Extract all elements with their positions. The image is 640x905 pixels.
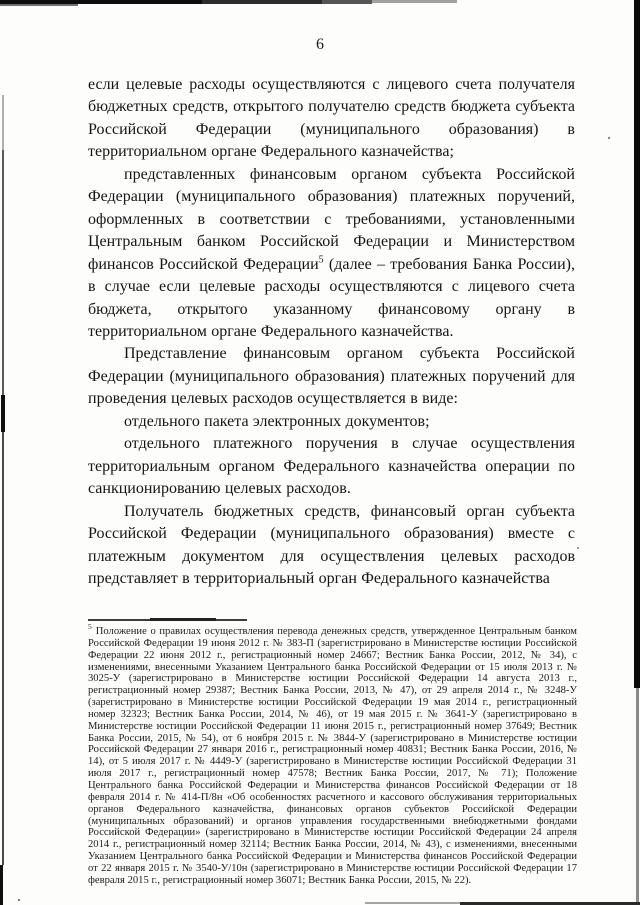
footnote-reference-mark: 5 — [318, 254, 324, 266]
scan-artifact-bottom-edge — [365, 902, 460, 904]
scan-artifact-top-bar — [202, 0, 322, 4]
scan-artifact-left-edge — [0, 865, 3, 905]
document-body — [88, 74, 575, 590]
paragraph-text: отдельного платежного поручения в случае осуществления территориальным органом Федерального казначейства операции по санкционированию целевых расходов. — [88, 435, 575, 498]
scan-artifact-left-edge — [2, 432, 4, 865]
scan-artifact-top-bar — [0, 0, 202, 4]
scan-speck — [18, 899, 20, 901]
scan-artifact-left-edge — [2, 95, 4, 150]
paragraph-text: представленных финансовым органом субъекта Российской Федерации (муниципального образования) платежных поручений, оформленных в соответствии с требованиями, установленными Центральным банком Российской Федерации и Министерством финансов Российской Федерации — [88, 165, 575, 273]
paragraph-text: (далее – требования Банка России), в случае если целевые расходы осуществляются с лицевого счета бюджета, открытого указанному финансовому органу в территориальном органе Федерального казначейства. — [88, 255, 575, 340]
paragraph — [88, 74, 575, 164]
paragraph — [88, 433, 575, 500]
paragraph-text: если целевые расходы осуществляются с лицевого счета получателя бюджетных средств, открытого получателю средств бюджета субъекта Российской Федерации (муниципального образования) в территориальном органе Федерального казначейства; — [88, 76, 575, 161]
footnote-marker: 5 — [88, 622, 92, 632]
page-number: 6 — [316, 36, 324, 53]
scan-artifact-right-edge — [634, 0, 640, 688]
paragraph-text: Представление финансовым органом субъекта Российской Федерации (муниципального образования) платежных поручений для проведения целевых расходов осуществляется в виде: — [88, 345, 575, 408]
footnote-text: Положение о правилах осуществления перевода денежных средств, утвержденное Центральным банком Российской Федерации 19 июня 2012 г. № 383-П (зарегистрировано в Министерстве юстиции Российской Федерации 22 июня 2012 г., регистрационный номер 24667; Вестник Банка России, 2012, № 34), с изменениями, внесенными Указанием Центрального банка Российской Федерации от 15 июля 2013 г. № 3025-У (зарегистрировано в Министерстве юстиции Российской Федерации 14 августа 2013 г., регистрационный номер 29387; Вестник Банка России, 2013, № 47), от 29 апреля 2014 г., № 3248-У (зарегистрировано в Министерстве юстиции Российской Федерации 19 мая 2014 г., регистрационный номер 32323; Вестник Банка России, 2014, № 46), от 19 мая 2015 г. № 3641-У (зарегистрировано в Министерстве юстиции Российской Федерации 11 июня 2015 г., регистрационный номер 37649; Вестник Банка России, 2015, № 54), от 6 ноября 2015 г. № 3844-У (зарегистрировано в Министерстве юстиции Российской Федерации 27 января 2016 г., регистрационный номер 40831; Вестник Банка России, 2016, № 14), от 5 июля 2017 г. № 4449-У (зарегистрировано в Министерстве юстиции Российской Федерации 31 июля 2017 г., регистрационный номер 47578; Вестник Банка России, 2017, № 71); Положение Центрального банка Российской Федерации и Министерства финансов Российской Федерации от 18 февраля 2014 г. № 414-П/8н «Об особенностях расчетного и кассового обслуживания территориальных органов Федерального казначейства, финансовых органов субъектов Российской Федерации (муниципальных образований) и органов управления государственными внебюджетными фондами Российской Федерации» (зарегистрировано в Министерстве юстиции Российской Федерации 24 апреля 2014 г., регистрационный номер 32114; Вестник Банка России, 2014, № 43), с изменениями, внесенными Указанием Центрального банка Российской Федерации и Министерства финансов Российской Федерации от 22 января 2015 г. № 3540-У/10н (зарегистрировано в Министерстве юстиции Российской Федерации 17 февраля 2015 г., регистрационный номер 36071; Вестник Банка России, 2015, № 22). — [88, 626, 577, 886]
scan-artifact-left-edge — [2, 150, 4, 395]
scan-artifact-top-bar — [372, 0, 457, 3]
scan-artifact-top-bar — [0, 0, 78, 6]
paragraph — [88, 501, 575, 591]
paragraph-text: Получатель бюджетных средств, финансовый орган субъекта Российской Федерации (муниципального образования) вместе с платежным документом для осуществления целевых расходов представляет в территориальный орган Федерального казначейства — [88, 502, 575, 587]
scan-artifact-left-edge — [1, 395, 5, 432]
paragraph — [88, 164, 575, 344]
scan-artifact-top-bar — [322, 0, 372, 4]
scan-speck — [577, 547, 579, 549]
paragraph — [88, 411, 575, 433]
paragraph-text: отдельного пакета электронных документов; — [124, 412, 430, 430]
footnote-separator — [150, 618, 216, 621]
paragraph — [88, 343, 575, 410]
scan-speck — [608, 137, 610, 139]
footnote — [88, 622, 577, 887]
scan-artifact-right-edge — [636, 688, 639, 903]
